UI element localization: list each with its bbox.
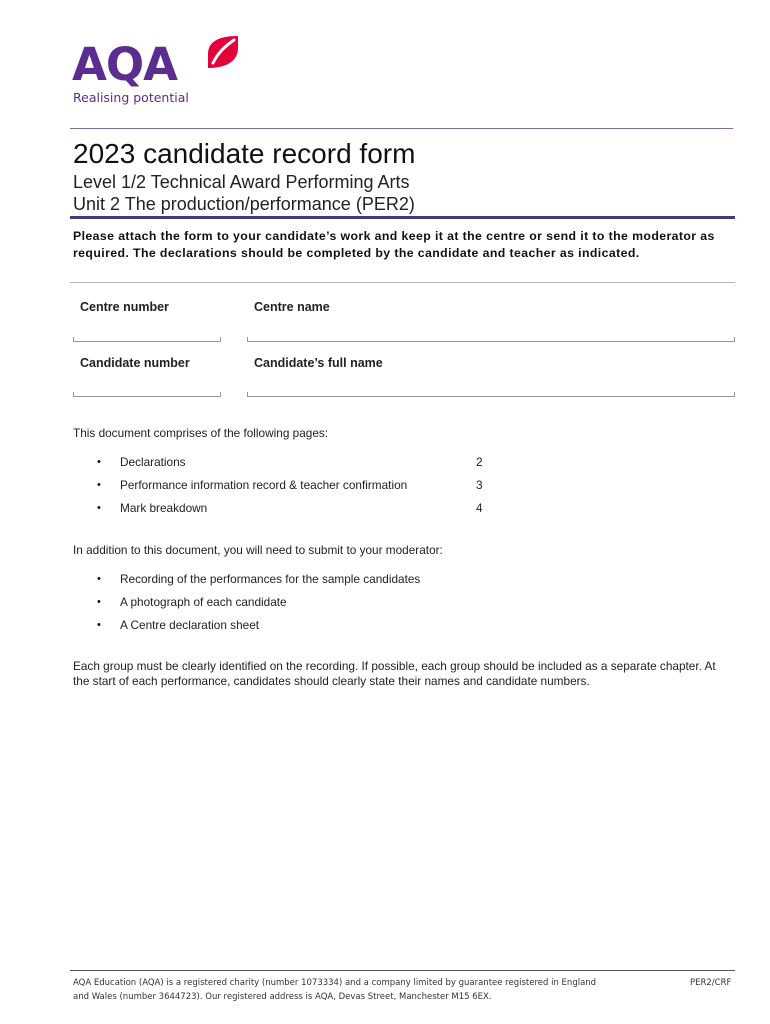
footer-line-1: AQA Education (AQA) is a registered charity (number 1073334) and a company limited by guarantee registered in England bbox=[73, 978, 597, 988]
contents-item-label: Declarations bbox=[120, 455, 186, 469]
submit-item: Recording of the performances for the sample candidates bbox=[120, 572, 421, 586]
unit-subtitle: Unit 2 The production/performance (PER2) bbox=[73, 194, 415, 214]
candidate-full-name-field[interactable] bbox=[247, 392, 735, 397]
title-divider bbox=[70, 216, 735, 219]
submit-item: A Centre declaration sheet bbox=[120, 618, 260, 632]
bullet-icon: • bbox=[97, 573, 101, 585]
contents-item-page: 2 bbox=[476, 455, 483, 469]
bullet-icon: • bbox=[97, 596, 101, 608]
submit-intro: In addition to this document, you will need to submit to your moderator: bbox=[73, 543, 443, 557]
bullet-icon: • bbox=[97, 479, 101, 491]
candidate-number-field[interactable] bbox=[73, 392, 221, 397]
contents-item-page: 4 bbox=[476, 501, 483, 515]
fields-divider bbox=[70, 282, 735, 283]
recording-note: Each group must be clearly identified on the recording. If possible, each group should be included as a separate chapter. At the start of each performance, candidates should clearly state their names and candidate numbers. bbox=[73, 659, 716, 688]
centre-name-label: Centre name bbox=[254, 300, 330, 314]
aqa-logo-tagline: Realising potential bbox=[73, 90, 189, 105]
contents-item-page: 3 bbox=[476, 478, 483, 492]
submit-item: A photograph of each candidate bbox=[120, 595, 287, 609]
header-divider bbox=[70, 128, 733, 129]
contents-item-label: Performance information record & teacher confirmation bbox=[120, 478, 408, 492]
bullet-icon: • bbox=[97, 619, 101, 631]
candidate-full-name-label: Candidate’s full name bbox=[254, 356, 383, 370]
contents-item-label: Mark breakdown bbox=[120, 501, 208, 515]
centre-number-field[interactable] bbox=[73, 337, 221, 342]
footer-divider bbox=[70, 970, 735, 971]
bullet-icon: • bbox=[97, 456, 101, 468]
aqa-leaf-icon bbox=[204, 34, 240, 70]
instructions-text: Please attach the form to your candidate’s work and keep it at the centre or send it to the moderator as required. The declarations should be completed by the candidate and teacher as indicated. bbox=[73, 229, 715, 260]
page-title: 2023 candidate record form bbox=[73, 138, 416, 169]
centre-name-field[interactable] bbox=[247, 337, 735, 342]
aqa-logo-text: AQA bbox=[72, 38, 177, 91]
candidate-number-label: Candidate number bbox=[80, 356, 190, 370]
document-code: PER2/CRF bbox=[690, 978, 732, 988]
footer-line-2: and Wales (number 3644723). Our registered address is AQA, Devas Street, Manchester M15 6EX. bbox=[73, 992, 492, 1002]
bullet-icon: • bbox=[97, 502, 101, 514]
qualification-subtitle: Level 1/2 Technical Award Performing Arts bbox=[73, 172, 410, 192]
centre-number-label: Centre number bbox=[80, 300, 169, 314]
contents-intro: This document comprises of the following pages: bbox=[73, 426, 329, 440]
